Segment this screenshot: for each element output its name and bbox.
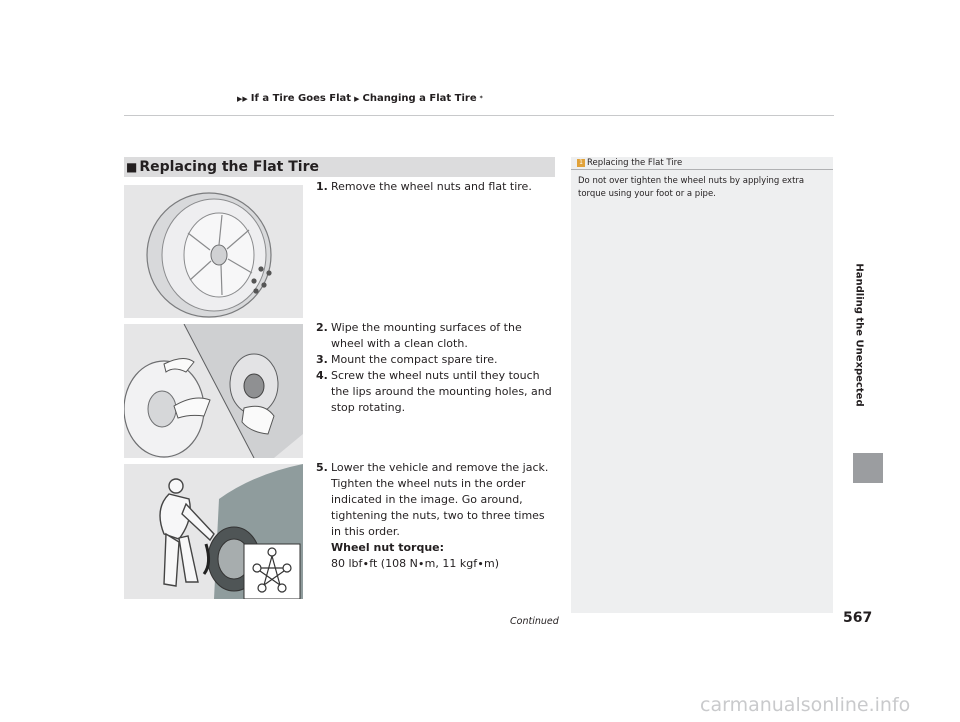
step-number: 5. <box>316 461 328 474</box>
torque-label: Wheel nut torque: <box>331 541 445 554</box>
note-header <box>571 157 833 170</box>
mount-spare-illustration <box>124 324 303 458</box>
step-text: Remove the wheel nuts and flat tire. <box>331 180 532 193</box>
breadcrumb-item-changing[interactable]: Changing a Flat Tire <box>362 93 477 104</box>
step-item <box>316 320 556 352</box>
header-rule <box>124 115 834 116</box>
step-text: Wipe the mounting surfaces of the wheel with a clean cloth. <box>331 321 522 350</box>
step-number: 1. <box>316 180 328 193</box>
step-item <box>316 352 556 368</box>
step-number: 4. <box>316 369 328 382</box>
side-tab-marker <box>853 453 883 483</box>
step-item <box>316 460 556 540</box>
section-square-icon: ■ <box>126 160 138 174</box>
step-text: Mount the compact spare tire. <box>331 353 498 366</box>
step-block-2 <box>316 320 556 416</box>
figure-remove-tire <box>124 185 303 318</box>
continued-label: Continued <box>510 616 559 627</box>
step-item <box>316 368 556 416</box>
watermark: carmanualsonline.info <box>700 694 911 716</box>
figure-tighten-nuts <box>124 464 303 599</box>
note-body: Do not over tighten the wheel nuts by applying extra torque using your foot or a pipe. <box>578 176 805 199</box>
note-reference-icon: 1 <box>577 159 585 167</box>
side-tab-label <box>848 210 870 460</box>
arrow-icon: ▶ <box>354 94 360 103</box>
breadcrumb-item-flat-tire[interactable]: If a Tire Goes Flat <box>250 93 352 104</box>
asterisk-mark: * <box>479 95 483 102</box>
section-heading <box>124 157 555 177</box>
tighten-nuts-illustration <box>124 464 303 599</box>
side-tab-text: Handling the Unexpected <box>853 263 865 407</box>
page-number: 567 <box>843 610 873 626</box>
note-title: Replacing the Flat Tire <box>587 158 683 168</box>
step-text: Screw the wheel nuts until they touch the lips around the mounting holes, and stop rotating. <box>331 369 552 414</box>
step-text: Lower the vehicle and remove the jack. Tighten the wheel nuts in the order indicated in the image. Go around, tightening the nuts, two to three times in this order. <box>331 461 549 538</box>
torque-info <box>316 540 556 572</box>
section-title: Replacing the Flat Tire <box>139 159 319 175</box>
double-arrow-icon: ▶▶ <box>237 94 248 103</box>
step-number: 2. <box>316 321 328 334</box>
wheel-illustration <box>124 185 303 318</box>
step-block-3 <box>316 460 556 572</box>
figure-mount-spare <box>124 324 303 458</box>
torque-value: 80 lbf∙ft (108 N∙m, 11 kgf∙m) <box>331 557 499 570</box>
step-block-1 <box>316 179 556 195</box>
step-item <box>316 179 556 195</box>
side-note <box>571 157 833 613</box>
breadcrumb <box>237 93 483 104</box>
step-number: 3. <box>316 353 328 366</box>
